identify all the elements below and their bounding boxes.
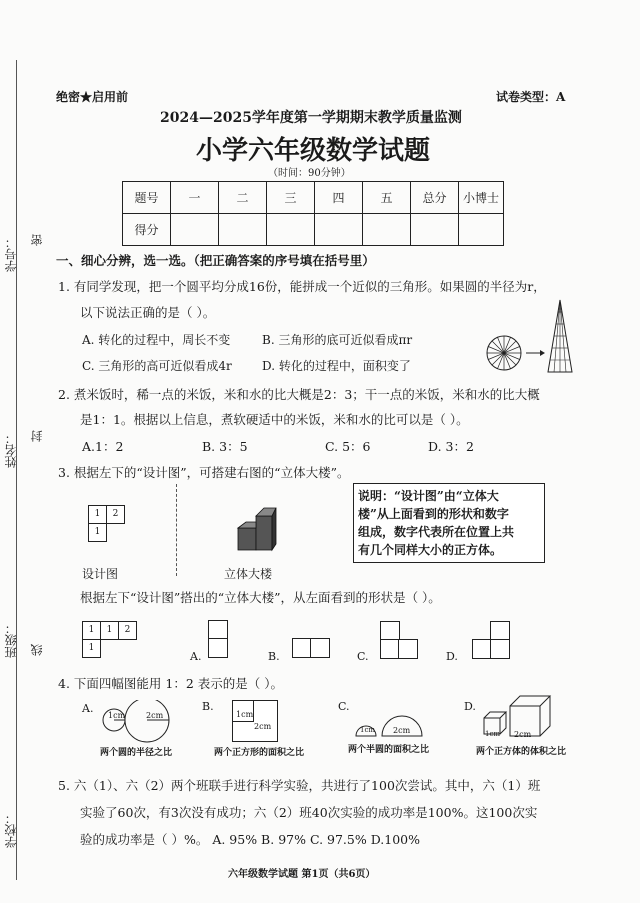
q2-line2: 是1：1。根据以上信息，煮软硬适中的米饭，米和水的比可以是（ ）。 <box>80 412 469 427</box>
q4a-cm2: 2cm <box>146 711 164 720</box>
score-cell[interactable] <box>411 214 459 246</box>
q3-line1: 3. 根据左下的“设计图”，可搭建右图的“立体大楼”。 <box>58 465 350 480</box>
q1-option-a[interactable]: A. 转化的过程中，周长不变 <box>82 333 231 347</box>
q1-option-d[interactable]: D. 转化的过程中，面积变了 <box>262 359 411 373</box>
design-cell: 1 <box>88 505 107 524</box>
page-title: 小学六年级数学试题 <box>196 136 431 166</box>
score-row-label: 得分 <box>123 214 171 246</box>
q4-caption-a: 两个圆的半径之比 <box>100 748 173 758</box>
q2-line1: 2. 煮米饭时，稀一点的米饭，米和水的比大概是2：3；干一点的米饭，米和水的比大概 <box>58 387 540 402</box>
score-header: 总分 <box>411 182 459 214</box>
q5-line3: 验的成功率是（ ）%。 A. 95% B. 97% C. 97.5% D.100% <box>80 832 420 847</box>
design-label: 设计图 <box>82 567 119 581</box>
q2-option-c[interactable]: C. 5：6 <box>325 439 371 454</box>
design2-cell: 2 <box>118 621 137 640</box>
page-footer: 六年级数学试题 第1页（共6页） <box>228 869 376 880</box>
q5-line1: 5. 六（1）、六（2）两个班联手进行科学实验，共进行了100次尝试。其中，六（1）班 <box>58 778 541 793</box>
shape-a-bottom <box>208 638 228 658</box>
q3-option-b[interactable]: B. <box>268 650 280 663</box>
q4a-cm1: 1cm <box>108 711 126 720</box>
q1-option-b[interactable]: B. 三角形的底可近似看成πr <box>262 333 413 347</box>
q5-line2: 实验了60次，有3次没有成功；六（2）班40次实验的成功率是100%。这100次实 <box>80 805 538 820</box>
q4b-cm2: 2cm <box>254 722 272 731</box>
id-label: 学号： <box>4 236 18 272</box>
exam-time: （时间：90分钟） <box>268 168 351 179</box>
binding-line <box>16 60 17 880</box>
shape-c-top <box>380 621 400 641</box>
q4d-cm2: 2cm <box>514 730 532 739</box>
note-line: 组成，数字代表所在位置上共 <box>358 525 515 539</box>
shape-c-bl <box>380 639 400 659</box>
section-heading: 一、细心分辨，选一选。（把正确答案的序号填在括号里） <box>56 253 375 268</box>
score-cell[interactable] <box>459 214 504 246</box>
q3-line2: 根据左下“设计图”搭出的“立体大楼”，从左面看到的形状是（ ）。 <box>80 590 441 605</box>
circles-figure <box>92 700 188 744</box>
q4-caption-b: 两个正方形的面积之比 <box>214 748 305 758</box>
note-line: 说明：“设计图”由“立体大 <box>358 489 499 503</box>
design2-cell: 1 <box>82 621 101 640</box>
shape-a-top <box>208 620 228 640</box>
q4-caption-c: 两个半圆的面积之比 <box>348 745 430 755</box>
note-line: 楼”从上面看到的形状和数字 <box>358 507 509 521</box>
sliced-circle <box>487 336 521 370</box>
q2-option-d[interactable]: D. 3：2 <box>428 439 474 454</box>
score-cell[interactable] <box>363 214 411 246</box>
q4d-cm1: 1cm <box>485 730 501 738</box>
q1-option-c[interactable]: C. 三角形的高可近似看成4r <box>82 359 232 373</box>
q4b-cm1: 1cm <box>236 710 254 719</box>
score-header: 小博士 <box>459 182 504 214</box>
q3-option-d[interactable]: D. <box>446 650 458 663</box>
q4c-cm2: 2cm <box>393 726 411 735</box>
paper-type: 试卷类型：A <box>496 90 566 104</box>
q3-option-a[interactable]: A. <box>190 650 202 663</box>
binding-mi: 密 <box>30 234 44 246</box>
score-cell[interactable] <box>315 214 363 246</box>
score-table <box>122 181 504 246</box>
score-cell[interactable] <box>171 214 219 246</box>
shape-d-top <box>490 621 510 641</box>
design2-cell: 1 <box>100 621 119 640</box>
shape-b-left <box>292 638 312 658</box>
binding-feng: 封 <box>30 430 44 442</box>
divider-dashed <box>176 484 177 576</box>
shape-d-br <box>490 639 510 659</box>
q1-line1: 1. 有同学发现，把一个圆平均分成16份，能拼成一个近似的三角形。如果圆的半径为r， <box>58 279 546 294</box>
score-header: 五 <box>363 182 411 214</box>
building-label: 立体大楼 <box>224 567 273 581</box>
q4-caption-d: 两个正方体的体积之比 <box>476 747 567 757</box>
score-cell[interactable] <box>267 214 315 246</box>
school-label: 学校： <box>4 812 18 848</box>
circle-to-triangle-figure <box>484 298 574 376</box>
score-header: 一 <box>171 182 219 214</box>
q4-option-d[interactable]: D. <box>464 700 476 713</box>
q1-line2: 以下说法正确的是（ ）。 <box>80 305 216 320</box>
q4-option-c[interactable]: C. <box>338 700 350 713</box>
exam-subtitle: 2024—2025学年度第一学期期末教学质量监测 <box>160 110 462 126</box>
shape-b-right <box>310 638 330 658</box>
score-header: 三 <box>267 182 315 214</box>
class-label: 班级： <box>4 622 18 658</box>
binding-xian: 线 <box>30 644 44 656</box>
q2-option-b[interactable]: B. 3：5 <box>202 439 248 454</box>
score-header: 二 <box>219 182 267 214</box>
score-header: 四 <box>315 182 363 214</box>
score-cell[interactable] <box>219 214 267 246</box>
shape-d-bl <box>472 639 492 659</box>
secret-label: 绝密★启用前 <box>56 90 129 104</box>
score-header: 题号 <box>123 182 171 214</box>
stacked-cubes-figure <box>234 502 278 554</box>
design2-cell: 1 <box>82 639 101 658</box>
q2-option-a[interactable]: A.1：2 <box>82 439 124 454</box>
q4-line1: 4. 下面四幅图能用 1：2 表示的是（ ）。 <box>58 676 283 691</box>
approx-triangle <box>548 300 572 372</box>
q4-option-b[interactable]: B. <box>202 700 214 713</box>
q4-option-a[interactable]: A. <box>82 702 94 715</box>
shape-c-br <box>398 639 418 659</box>
design-cell: 1 <box>88 523 107 542</box>
q3-option-c[interactable]: C. <box>357 650 369 663</box>
design-cell: 2 <box>106 505 125 524</box>
q4c-cm1: 1cm <box>360 726 376 734</box>
note-line: 有几个同样大小的正方体。 <box>358 543 503 557</box>
name-label: 姓名： <box>4 432 18 468</box>
